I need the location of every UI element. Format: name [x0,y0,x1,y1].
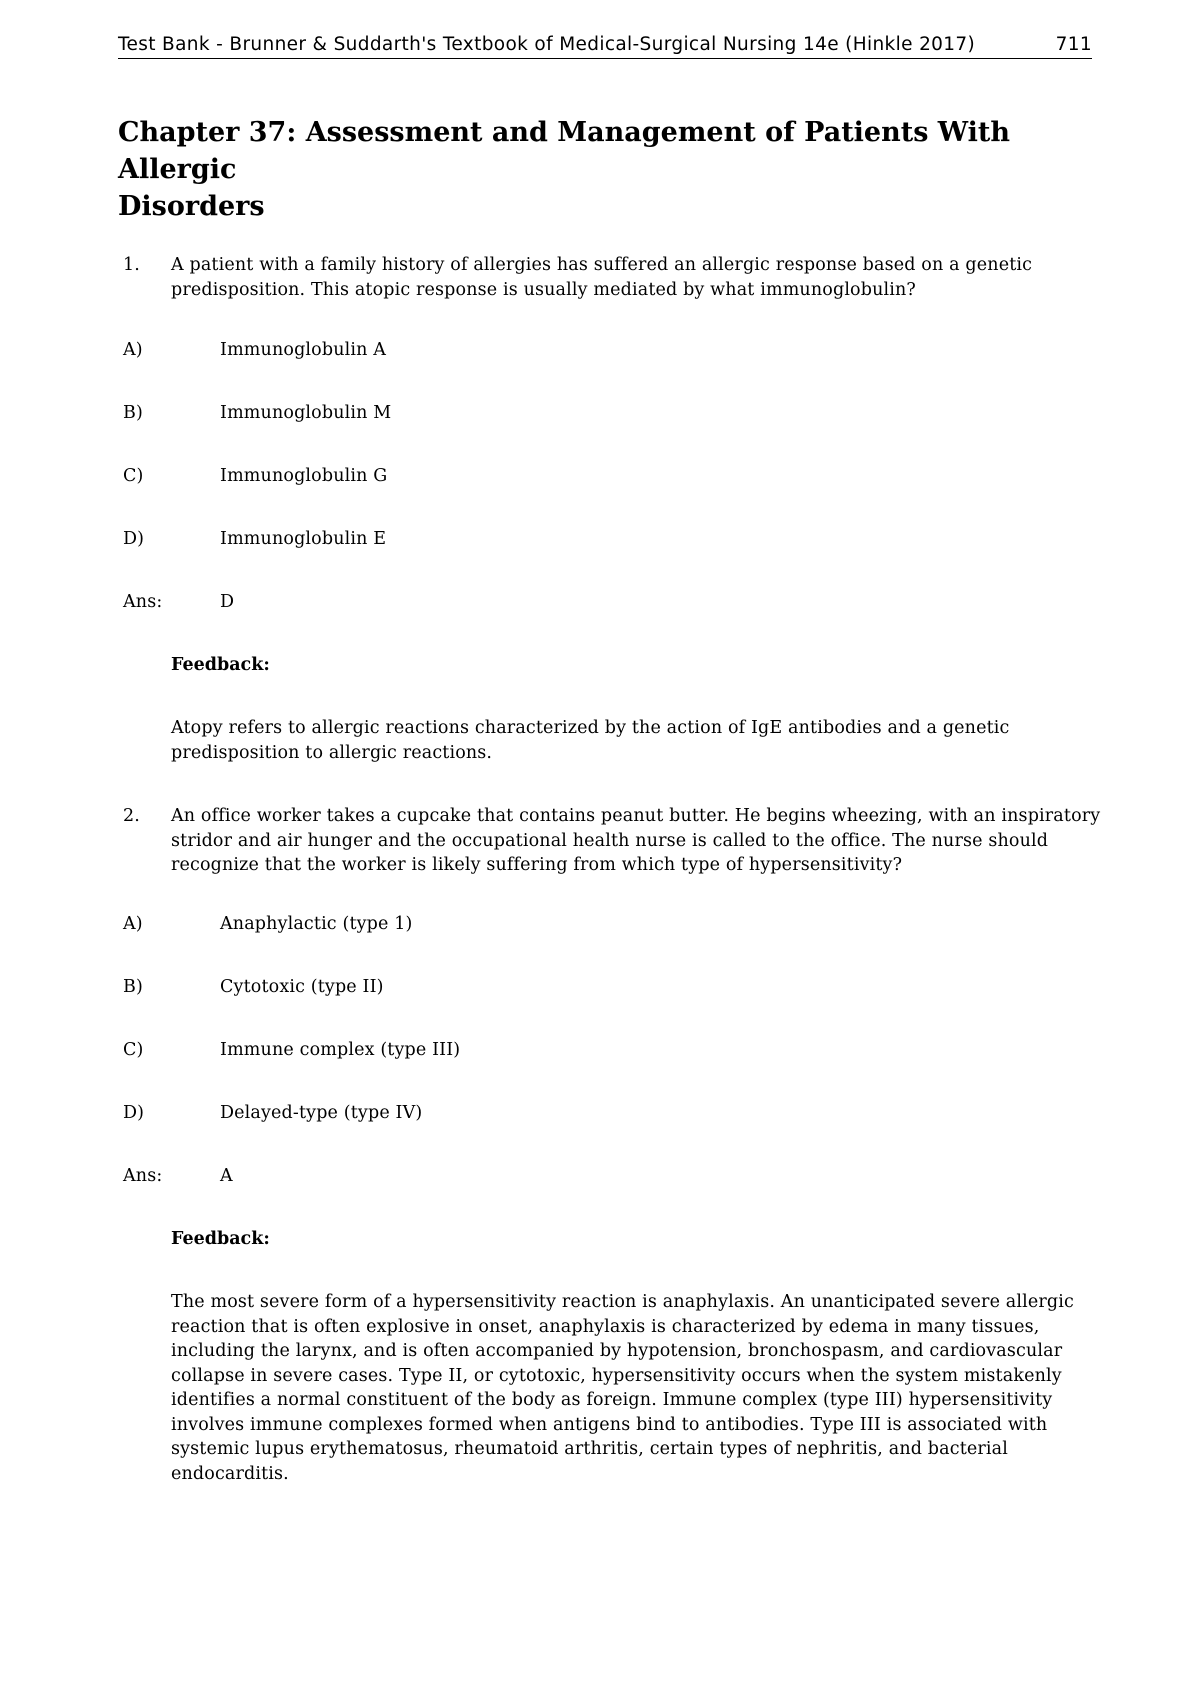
question-number: 2. [123,806,140,826]
answer-label: Ans: [123,592,163,612]
option-label: A) [123,914,143,934]
feedback-line: identifies a normal constituent of the body as foreign. Immune complex (type III) hypersensitivity [171,1390,1053,1410]
option-label: B) [123,403,143,423]
option-label: C) [123,466,144,486]
option-text: Immunoglobulin A [220,340,387,360]
option-label: A) [123,340,143,360]
question-text [171,804,1181,878]
question-text-line: An office worker takes a cupcake that contains peanut butter. He begins wheezing, with an inspiratory [171,806,1101,826]
question-text-line: stridor and air hunger and the occupational health nurse is called to the office. The nurse should [171,830,1049,851]
q2-feedback-text [171,1290,1091,1486]
feedback-line: involves immune complexes formed when antigens bind to antibodies. Type III is associated with [171,1414,1048,1435]
question-text-line: A patient with a family history of allergies has suffered an allergic response based on a genetic [171,255,1033,275]
feedback-line: collapse in severe cases. Type II, or cytotoxic, hypersensitivity occurs when the system mistakenly [171,1365,1062,1386]
chapter-title-line-1: Chapter 37: Assessment and Management of Patients With Allergic [118,117,1011,185]
chapter-title-line-2: Disorders [118,191,265,222]
question-text-line: predisposition. This atopic response is usually mediated by what immunoglobulin? [171,279,916,300]
q1-feedback-text [171,716,1091,765]
question-text [171,253,1181,302]
question-number: 1. [123,255,140,275]
feedback-line: including the larynx, and is often accompanied by hypotension, bronchospasm, and cardiovascular [171,1341,1063,1361]
option-label: D) [123,1103,145,1123]
answer-label: Ans: [123,1166,163,1186]
answer-value: D [220,592,235,612]
q1-feedback-label: Feedback: [171,655,270,675]
option-text: Immunoglobulin E [220,529,387,549]
feedback-line: Atopy refers to allergic reactions characterized by the action of IgE antibodies and a genetic [171,718,1010,738]
chapter-title [118,114,1058,225]
book-title: Test Bank - Brunner & Suddarth's Textbook of Medical-Surgical Nursing 14e (Hinkle 2017) [118,34,976,55]
feedback-line: systemic lupus erythematosus, rheumatoid arthritis, certain types of nephritis, and bacterial endocarditis. [171,1439,1008,1484]
feedback-line: The most severe form of a hypersensitivity reaction is anaphylaxis. An unanticipated severe allergic [171,1292,1074,1312]
option-text: Delayed-type (type IV) [220,1103,423,1123]
page-number: 711 [1055,34,1092,55]
feedback-line: predisposition to allergic reactions. [171,742,493,763]
q2-feedback-label: Feedback: [171,1229,270,1249]
option-label: D) [123,529,145,549]
feedback-line: reaction that is often explosive in onset, anaphylaxis is characterized by edema in many tissues, [171,1316,1040,1337]
option-text: Cytotoxic (type II) [220,977,384,997]
running-header [118,33,1092,59]
question-text-line: recognize that the worker is likely suffering from which type of hypersensitivity? [171,855,903,875]
option-text: Anaphylactic (type 1) [220,914,413,934]
option-text: Immune complex (type III) [220,1040,461,1060]
answer-value: A [220,1166,233,1186]
option-label: C) [123,1040,144,1060]
option-label: B) [123,977,143,997]
option-text: Immunoglobulin M [220,403,392,423]
option-text: Immunoglobulin G [220,466,388,486]
